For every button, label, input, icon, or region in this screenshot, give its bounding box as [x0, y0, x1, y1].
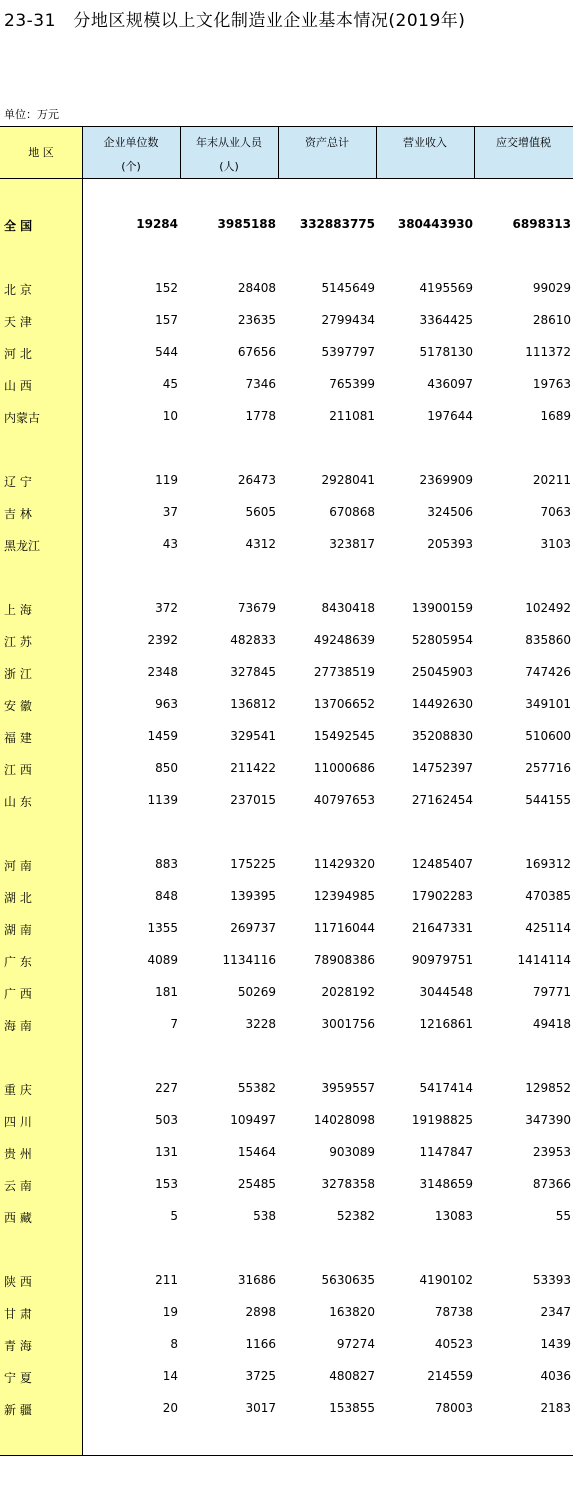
employees-cell: 1134116	[222, 953, 276, 967]
enterprises-cell: 20	[162, 1401, 178, 1415]
revenue-cell: 214559	[427, 1369, 473, 1383]
employees-cell: 25485	[237, 1177, 276, 1191]
table-row	[0, 406, 573, 428]
revenue-cell: 12485407	[411, 857, 473, 871]
table-row	[0, 758, 573, 780]
enterprises-cell: 5	[170, 1209, 178, 1223]
region-name: 贵 州	[4, 1147, 32, 1161]
enterprises-cell: 37	[162, 505, 178, 519]
region-name: 黑龙江	[4, 539, 41, 553]
enterprises-cell: 19284	[136, 217, 178, 231]
table-row	[0, 278, 573, 300]
revenue-cell: 197644	[427, 409, 473, 423]
data-table	[0, 126, 573, 1456]
revenue-cell: 25045903	[411, 665, 473, 679]
assets-cell: 78908386	[313, 953, 375, 967]
table-row	[0, 630, 573, 652]
employees-cell: 482833	[230, 633, 276, 647]
region-name: 四 川	[4, 1115, 32, 1129]
assets-cell: 13706652	[313, 697, 375, 711]
vat-cell: 470385	[525, 889, 571, 903]
revenue-cell: 14752397	[411, 761, 473, 775]
vat-cell: 49418	[532, 1017, 571, 1031]
vat-cell: 99029	[532, 281, 571, 295]
region-name: 湖 南	[4, 923, 32, 937]
revenue-cell: 21647331	[411, 921, 473, 935]
region-name: 重 庆	[4, 1083, 32, 1097]
vat-cell: 747426	[525, 665, 571, 679]
table-row	[0, 534, 573, 556]
enterprises-cell: 10	[162, 409, 178, 423]
vat-cell: 2347	[540, 1305, 571, 1319]
vat-cell: 129852	[525, 1081, 571, 1095]
enterprises-cell: 14	[162, 1369, 178, 1383]
vat-cell: 1414114	[517, 953, 571, 967]
assets-cell: 3278358	[321, 1177, 375, 1191]
region-name: 广 西	[4, 987, 32, 1001]
assets-cell: 323817	[329, 537, 375, 551]
assets-cell: 27738519	[313, 665, 375, 679]
revenue-cell: 4195569	[419, 281, 473, 295]
vat-cell: 4036	[540, 1369, 571, 1383]
employees-cell: 1778	[245, 409, 276, 423]
employees-cell: 23635	[237, 313, 276, 327]
region-name: 广 东	[4, 955, 32, 969]
vat-cell: 425114	[525, 921, 571, 935]
unit-label: 单位：万元	[4, 108, 59, 121]
table-row	[0, 918, 573, 940]
enterprises-cell: 153	[155, 1177, 178, 1191]
revenue-cell: 5178130	[419, 345, 473, 359]
region-name: 上 海	[4, 603, 32, 617]
table-row	[0, 1110, 573, 1132]
region-name: 山 东	[4, 795, 32, 809]
enterprises-cell: 963	[155, 697, 178, 711]
table-row	[0, 790, 573, 812]
table-bottom-border	[0, 1455, 573, 1456]
table-row	[0, 1078, 573, 1100]
total-row	[0, 214, 573, 236]
vat-cell: 6898313	[512, 217, 571, 231]
vat-cell: 835860	[525, 633, 571, 647]
assets-cell: 670868	[329, 505, 375, 519]
vat-cell: 79771	[532, 985, 571, 999]
region-name: 河 南	[4, 859, 32, 873]
revenue-cell: 324506	[427, 505, 473, 519]
employees-cell: 28408	[237, 281, 276, 295]
vat-cell: 28610	[532, 313, 571, 327]
header-employees-label: 年末从业人员	[196, 136, 262, 149]
employees-cell: 31686	[237, 1273, 276, 1287]
assets-cell: 163820	[329, 1305, 375, 1319]
table-row	[0, 1398, 573, 1420]
header-revenue	[376, 126, 474, 178]
employees-cell: 1166	[245, 1337, 276, 1351]
employees-cell: 139395	[230, 889, 276, 903]
revenue-cell: 1147847	[419, 1145, 473, 1159]
enterprises-cell: 119	[155, 473, 178, 487]
revenue-cell: 380443930	[397, 217, 473, 231]
table-row	[0, 950, 573, 972]
table-row	[0, 1174, 573, 1196]
region-name: 甘 肃	[4, 1307, 32, 1321]
assets-cell: 97274	[336, 1337, 375, 1351]
enterprises-cell: 848	[155, 889, 178, 903]
employees-cell: 4312	[245, 537, 276, 551]
vat-cell: 544155	[525, 793, 571, 807]
employees-cell: 15464	[237, 1145, 276, 1159]
revenue-cell: 4190102	[419, 1273, 473, 1287]
enterprises-cell: 544	[155, 345, 178, 359]
revenue-cell: 1216861	[419, 1017, 473, 1031]
region-name: 云 南	[4, 1179, 32, 1193]
enterprises-cell: 19	[162, 1305, 178, 1319]
enterprises-cell: 850	[155, 761, 178, 775]
table-row	[0, 1334, 573, 1356]
vat-cell: 3103	[540, 537, 571, 551]
revenue-cell: 13083	[434, 1209, 473, 1223]
employees-cell: 3985188	[217, 217, 276, 231]
enterprises-cell: 131	[155, 1145, 178, 1159]
table-row	[0, 598, 573, 620]
vat-cell: 111372	[525, 345, 571, 359]
enterprises-cell: 43	[162, 537, 178, 551]
revenue-cell: 3364425	[419, 313, 473, 327]
table-row	[0, 310, 573, 332]
header-revenue-label: 营业收入	[403, 136, 447, 149]
assets-cell: 11429320	[313, 857, 375, 871]
vat-cell: 257716	[525, 761, 571, 775]
table-row	[0, 854, 573, 876]
table-row	[0, 1014, 573, 1036]
vat-cell: 19763	[532, 377, 571, 391]
region-name: 北 京	[4, 283, 32, 297]
assets-cell: 5630635	[321, 1273, 375, 1287]
revenue-cell: 5417414	[419, 1081, 473, 1095]
region-name: 福 建	[4, 731, 32, 745]
enterprises-cell: 2392	[147, 633, 178, 647]
region-name: 新 疆	[4, 1403, 32, 1417]
revenue-cell: 27162454	[411, 793, 473, 807]
enterprises-cell: 883	[155, 857, 178, 871]
assets-cell: 52382	[336, 1209, 375, 1223]
header-assets	[278, 126, 376, 178]
region-name: 江 西	[4, 763, 32, 777]
enterprises-cell: 1459	[147, 729, 178, 743]
region-name: 吉 林	[4, 507, 32, 521]
employees-cell: 26473	[237, 473, 276, 487]
assets-cell: 2928041	[321, 473, 375, 487]
vat-cell: 23953	[532, 1145, 571, 1159]
header-assets-label: 资产总计	[305, 136, 349, 149]
assets-cell: 332883775	[299, 217, 375, 231]
assets-cell: 14028098	[313, 1113, 375, 1127]
enterprises-cell: 211	[155, 1273, 178, 1287]
table-row	[0, 342, 573, 364]
table-row	[0, 502, 573, 524]
table-row	[0, 886, 573, 908]
employees-cell: 237015	[230, 793, 276, 807]
employees-cell: 136812	[230, 697, 276, 711]
header-employees	[180, 126, 278, 178]
revenue-cell: 205393	[427, 537, 473, 551]
table-row	[0, 662, 573, 684]
region-name: 安 徽	[4, 699, 32, 713]
revenue-cell: 3044548	[419, 985, 473, 999]
employees-cell: 329541	[230, 729, 276, 743]
header-vat	[474, 126, 573, 178]
region-name: 江 苏	[4, 635, 32, 649]
header-vat-label: 应交增值税	[496, 136, 551, 149]
employees-cell: 7346	[245, 377, 276, 391]
assets-cell: 8430418	[321, 601, 375, 615]
page-title: 23-31 分地区规模以上文化制造业企业基本情况(2019年)	[4, 11, 466, 31]
enterprises-cell: 4089	[147, 953, 178, 967]
enterprises-cell: 1355	[147, 921, 178, 935]
region-name: 辽 宁	[4, 475, 32, 489]
employees-cell: 211422	[230, 761, 276, 775]
assets-cell: 3001756	[321, 1017, 375, 1031]
table-row	[0, 694, 573, 716]
vat-cell: 349101	[525, 697, 571, 711]
vat-cell: 1439	[540, 1337, 571, 1351]
vat-cell: 1689	[540, 409, 571, 423]
region-name: 河 北	[4, 347, 32, 361]
employees-cell: 2898	[245, 1305, 276, 1319]
enterprises-cell: 2348	[147, 665, 178, 679]
assets-cell: 11000686	[313, 761, 375, 775]
assets-cell: 15492545	[313, 729, 375, 743]
revenue-cell: 40523	[434, 1337, 473, 1351]
assets-cell: 153855	[329, 1401, 375, 1415]
vat-cell: 87366	[532, 1177, 571, 1191]
employees-cell: 3725	[245, 1369, 276, 1383]
region-name: 内蒙古	[4, 411, 41, 425]
vat-cell: 169312	[525, 857, 571, 871]
assets-cell: 765399	[329, 377, 375, 391]
revenue-cell: 3148659	[419, 1177, 473, 1191]
vat-cell: 55	[555, 1209, 571, 1223]
region-name: 海 南	[4, 1019, 32, 1033]
table-row	[0, 1302, 573, 1324]
vat-cell: 53393	[532, 1273, 571, 1287]
table-row	[0, 374, 573, 396]
employees-cell: 55382	[237, 1081, 276, 1095]
region-name: 宁 夏	[4, 1371, 32, 1385]
header-region	[0, 126, 82, 178]
table-row	[0, 1270, 573, 1292]
employees-cell: 67656	[237, 345, 276, 359]
region-name: 湖 北	[4, 891, 32, 905]
vat-cell: 2183	[540, 1401, 571, 1415]
assets-cell: 11716044	[313, 921, 375, 935]
employees-cell: 269737	[230, 921, 276, 935]
vat-cell: 510600	[525, 729, 571, 743]
employees-cell: 50269	[237, 985, 276, 999]
header-region-label: 地 区	[28, 146, 54, 159]
assets-cell: 49248639	[313, 633, 375, 647]
enterprises-cell: 227	[155, 1081, 178, 1095]
assets-cell: 903089	[329, 1145, 375, 1159]
assets-cell: 5397797	[321, 345, 375, 359]
vat-cell: 7063	[540, 505, 571, 519]
header-enterprises-unit: (个)	[121, 160, 141, 173]
vat-cell: 20211	[532, 473, 571, 487]
enterprises-cell: 7	[170, 1017, 178, 1031]
region-name: 陕 西	[4, 1275, 32, 1289]
employees-cell: 73679	[237, 601, 276, 615]
assets-cell: 480827	[329, 1369, 375, 1383]
revenue-cell: 90979751	[411, 953, 473, 967]
table-row	[0, 470, 573, 492]
assets-cell: 12394985	[313, 889, 375, 903]
region-name: 天 津	[4, 315, 32, 329]
enterprises-cell: 8	[170, 1337, 178, 1351]
region-name: 西 藏	[4, 1211, 32, 1225]
revenue-cell: 436097	[427, 377, 473, 391]
assets-cell: 5145649	[321, 281, 375, 295]
enterprises-cell: 45	[162, 377, 178, 391]
header-enterprises-label: 企业单位数	[103, 136, 159, 149]
enterprises-cell: 1139	[147, 793, 178, 807]
revenue-cell: 78738	[434, 1305, 473, 1319]
revenue-cell: 52805954	[411, 633, 473, 647]
assets-cell: 3959557	[321, 1081, 375, 1095]
revenue-cell: 35208830	[411, 729, 473, 743]
assets-cell: 2028192	[321, 985, 375, 999]
employees-cell: 538	[253, 1209, 276, 1223]
table-row	[0, 1206, 573, 1228]
revenue-cell: 14492630	[411, 697, 473, 711]
employees-cell: 327845	[230, 665, 276, 679]
table-row	[0, 1142, 573, 1164]
employees-cell: 3017	[245, 1401, 276, 1415]
table-row	[0, 982, 573, 1004]
revenue-cell: 17902283	[411, 889, 473, 903]
assets-cell: 211081	[329, 409, 375, 423]
enterprises-cell: 372	[155, 601, 178, 615]
assets-cell: 40797653	[313, 793, 375, 807]
assets-cell: 2799434	[321, 313, 375, 327]
header-employees-unit: (人)	[219, 160, 239, 173]
enterprises-cell: 503	[155, 1113, 178, 1127]
enterprises-cell: 181	[155, 985, 178, 999]
region-name: 浙 江	[4, 667, 32, 681]
vat-cell: 102492	[525, 601, 571, 615]
revenue-cell: 13900159	[411, 601, 473, 615]
enterprises-cell: 152	[155, 281, 178, 295]
vat-cell: 347390	[525, 1113, 571, 1127]
revenue-cell: 2369909	[419, 473, 473, 487]
employees-cell: 175225	[230, 857, 276, 871]
region-name: 全 国	[4, 219, 33, 233]
region-name: 山 西	[4, 379, 32, 393]
employees-cell: 109497	[230, 1113, 276, 1127]
table-row	[0, 1366, 573, 1388]
employees-cell: 5605	[245, 505, 276, 519]
header-bottom-border	[0, 178, 573, 179]
table-row	[0, 726, 573, 748]
header-enterprises	[82, 126, 180, 178]
revenue-cell: 78003	[434, 1401, 473, 1415]
revenue-cell: 19198825	[411, 1113, 473, 1127]
region-name: 青 海	[4, 1339, 32, 1353]
employees-cell: 3228	[245, 1017, 276, 1031]
enterprises-cell: 157	[155, 313, 178, 327]
